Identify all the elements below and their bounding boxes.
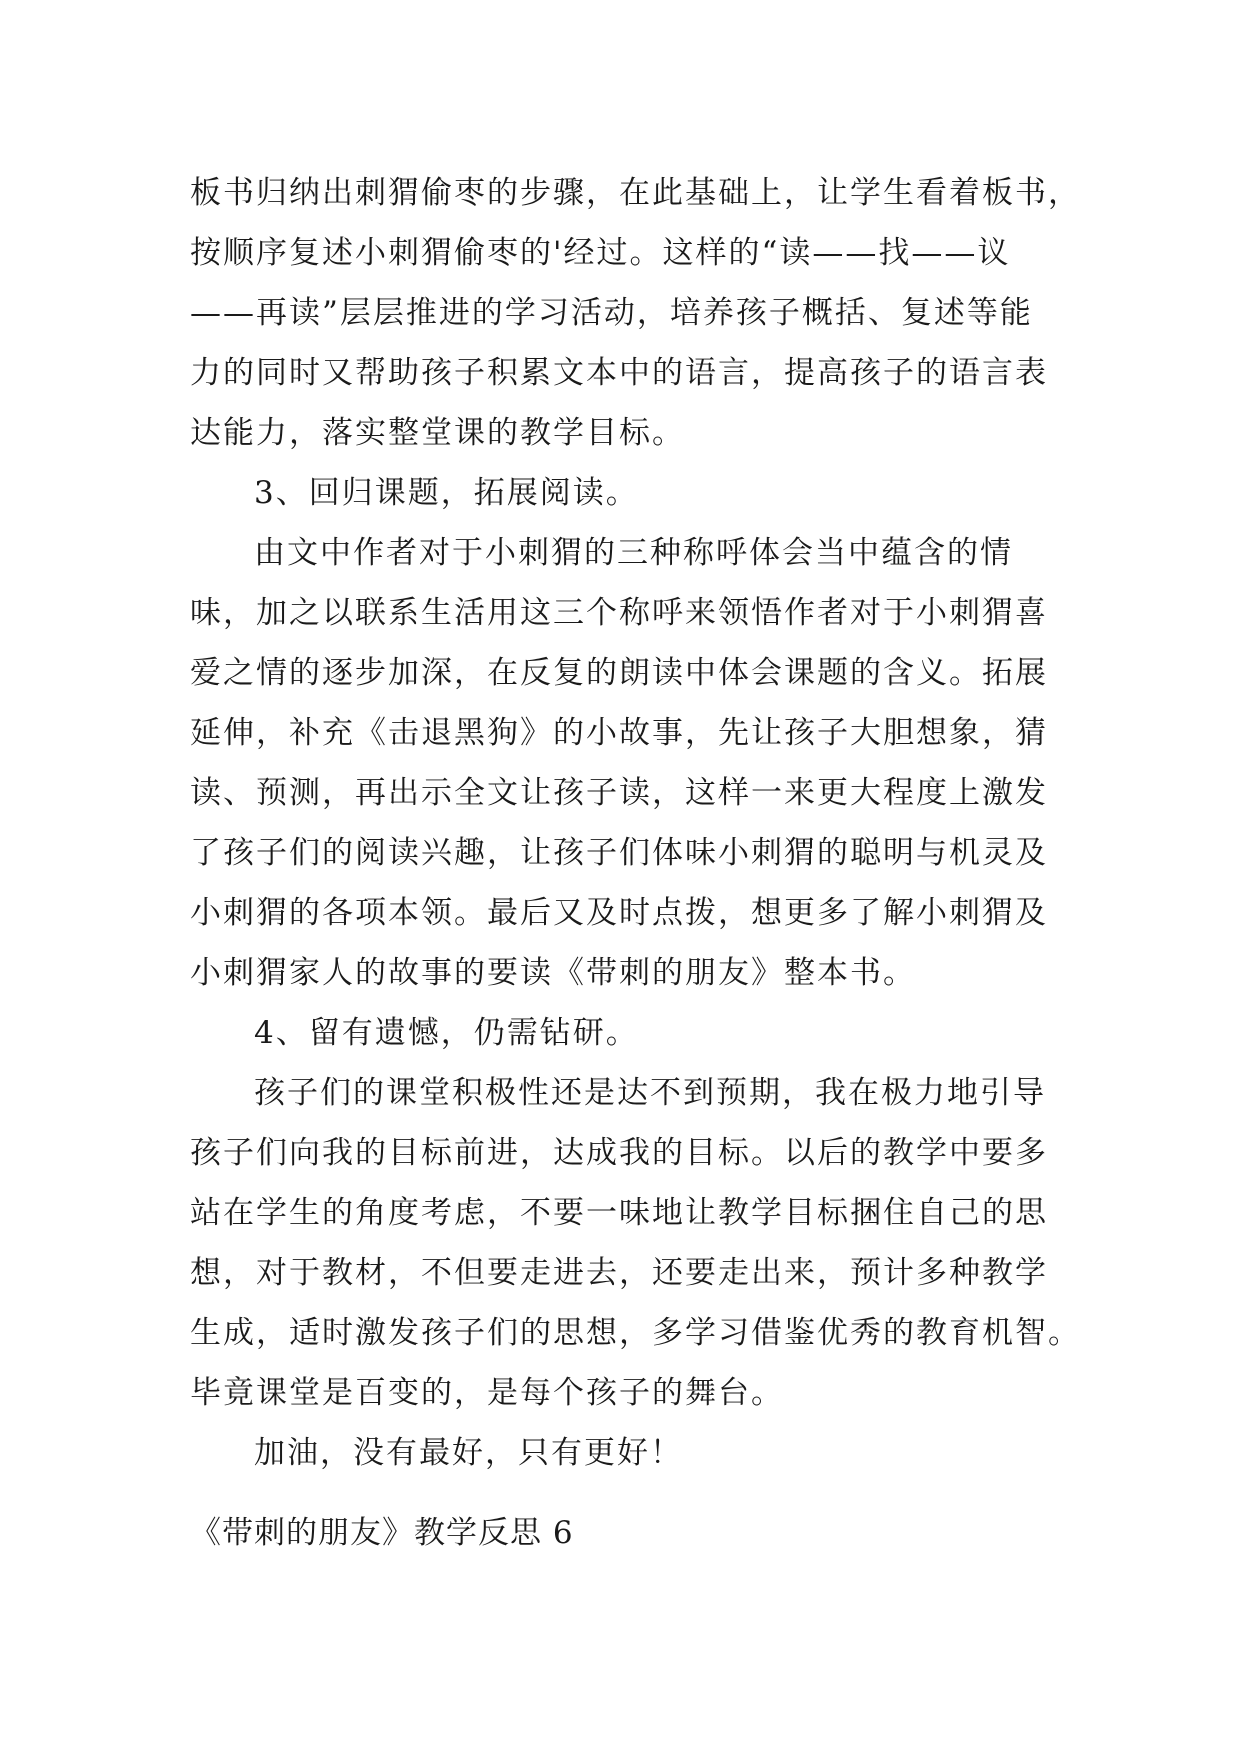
- text-line: 想，对于教材，不但要走进去，还要走出来，预计多种教学: [190, 1255, 1048, 1291]
- text-line: 爱之情的逐步加深，在反复的朗读中体会课题的含义。拓展: [190, 655, 1048, 691]
- text-line: 小刺猬的各项本领。最后又及时点拨，想更多了解小刺猬及: [190, 895, 1048, 931]
- text-line: 板书归纳出刺猬偷枣的步骤，在此基础上，让学生看着板书，: [190, 175, 1081, 211]
- text-line: 孩子们向我的目标前进，达成我的目标。以后的教学中要多: [190, 1135, 1048, 1171]
- text-line: 小刺猬家人的故事的要读《带刺的朋友》整本书。: [190, 955, 916, 991]
- section-heading: 《带刺的朋友》教学反思 6: [190, 1515, 574, 1551]
- closing-line: 加油，没有最好，只有更好！: [254, 1435, 683, 1471]
- text-line: 延伸，补充《击退黑狗》的小故事，先让孩子大胆想象，猜: [190, 715, 1048, 751]
- text-line: 力的同时又帮助孩子积累文本中的语言，提高孩子的语言表: [190, 355, 1048, 391]
- section-point-4: 4、留有遗憾，仍需钻研。: [254, 1015, 639, 1051]
- text-line: ——再读”层层推进的学习活动，培养孩子概括、复述等能: [190, 295, 1033, 331]
- section-point-3: 3、回归课题，拓展阅读。: [254, 475, 639, 511]
- text-line: 孩子们的课堂积极性还是达不到预期，我在极力地引导: [254, 1075, 1046, 1111]
- text-line: 按顺序复述小刺猬偷枣的'经过。这样的“读——找——议: [190, 235, 1011, 271]
- text-line: 味，加之以联系生活用这三个称呼来领悟作者对于小刺猬喜: [190, 595, 1048, 631]
- text-line: 由文中作者对于小刺猬的三种称呼体会当中蕴含的情: [254, 535, 1013, 571]
- text-line: 站在学生的角度考虑，不要一味地让教学目标捆住自己的思: [190, 1195, 1048, 1231]
- text-line: 生成，适时激发孩子们的思想，多学习借鉴优秀的教育机智。: [190, 1315, 1081, 1351]
- text-line: 达能力，落实整堂课的教学目标。: [190, 415, 685, 451]
- text-line: 毕竟课堂是百变的，是每个孩子的舞台。: [190, 1375, 784, 1411]
- text-line: 了孩子们的阅读兴趣，让孩子们体味小刺猬的聪明与机灵及: [190, 835, 1048, 871]
- text-line: 读、预测，再出示全文让孩子读，这样一来更大程度上激发: [190, 775, 1048, 811]
